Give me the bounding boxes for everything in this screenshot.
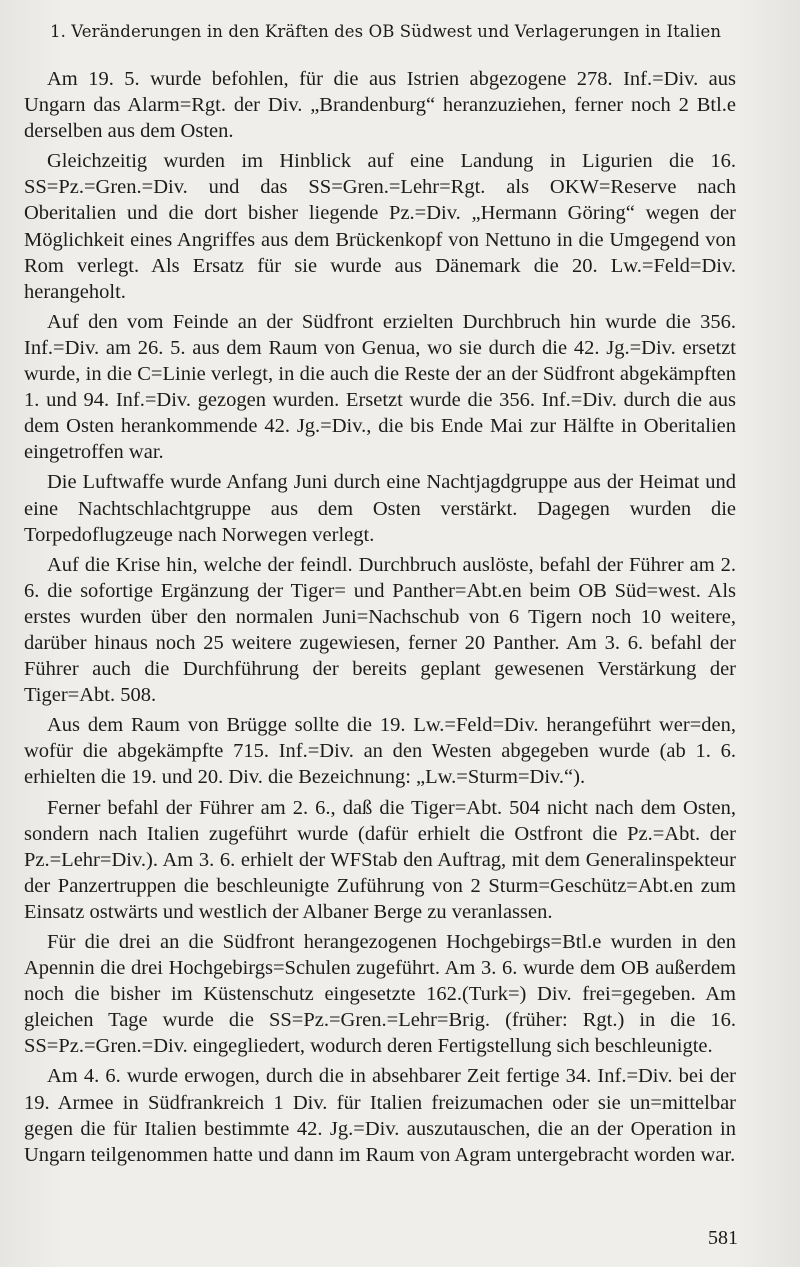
page-number: 581: [708, 1227, 738, 1249]
paragraph: Für die drei an die Südfront herangezogenen Hochgebirgs=Btl.e wurden in den Apennin die drei Hochgebirgs=Schulen zugeführt. Am 3. 6. wurde dem OB außerdem noch die bisher im Küstenschutz eingesetzte 162.(Turk=) Div. frei=gegeben. Am gleichen Tage wurde die SS=Pz.=Gren.=Lehr=Brig. (früher: Rgt.) in die 16. SS=Pz.=Gren.=Div. eingegliedert, wodurch deren Fertigstellung sich beschleunigte.: [24, 931, 736, 1058]
paragraph: Am 19. 5. wurde befohlen, für die aus Istrien abgezogene 278. Inf.=Div. aus Ungarn das Alarm=Rgt. der Div. „Brandenburg“ heranzuziehen, ferner noch 2 Btl.e derselben aus dem Osten.: [24, 68, 736, 143]
paragraph: Ferner befahl der Führer am 2. 6., daß die Tiger=Abt. 504 nicht nach dem Osten, sondern nach Italien zugeführt wurde (dafür erhielt die Ostfront die Pz.=Abt. der Pz.=Lehr=Div.). Am 3. 6. erhielt der WFStab den Auftrag, mit dem Generalinspekteur der Panzertruppen die beschleunigte Zuführung von 2 Sturm=Geschütz=Abt.en zum Einsatz ostwärts und westlich der Albaner Berge zu veranlassen.: [24, 796, 736, 923]
paragraph: Die Luftwaffe wurde Anfang Juni durch eine Nachtjagdgruppe aus der Heimat und eine Nachtschlachtgruppe aus dem Osten verstärkt. Dagegen wurden die Torpedoflugzeuge nach Norwegen verlegt.: [24, 471, 736, 546]
paragraph: Gleichzeitig wurden im Hinblick auf eine Landung in Ligurien die 16. SS=Pz.=Gren.=Div. und das SS=Gren.=Lehr=Rgt. als OKW=Reserve nach Oberitalien und die dort bisher liegende Pz.=Div. „Hermann Göring“ wegen der Möglichkeit eines Angriffes aus dem Brückenkopf von Nettuno in die Umgegend von Rom verlegt. Als Ersatz für sie wurde aus Dänemark die 20. Lw.=Feld=Div. herangeholt.: [24, 150, 736, 303]
paragraph: Am 4. 6. wurde erwogen, durch die in absehbarer Zeit fertige 34. Inf.=Div. bei der 19. Armee in Südfrankreich 1 Div. für Italien freizumachen oder sie un=mittelbar gegen die für Italien bestimmte 42. Jg.=Div. auszutauschen, die an der Operation in Ungarn teilgenommen hatte und dann im Raum von Agram untergebracht worden war.: [24, 1065, 736, 1166]
paragraph: Aus dem Raum von Brügge sollte die 19. Lw.=Feld=Div. herangeführt wer=den, wofür die abgekämpfte 715. Inf.=Div. an den Westen abgegeben wurde (ab 1. 6. erhielten die 19. und 20. Div. die Bezeichnung: „Lw.=Sturm=Div.“).: [24, 714, 736, 789]
running-head: 1. Veränderungen in den Kräften des OB Südwest und Verlagerungen in Italien: [50, 22, 722, 41]
paragraph: Auf die Krise hin, welche der feindl. Durchbruch auslöste, befahl der Führer am 2. 6. die sofortige Ergänzung der Tiger= und Panther=Abt.en beim OB Süd=west. Als erstes wurden über den normalen Juni=Nachschub von 6 Tigern noch 10 weitere, darüber hinaus noch 25 weitere zugewiesen, ferner 20 Panther. Am 3. 6. befahl der Führer auch die Durchführung der bereits geplant gewesenen Verstärkung der Tiger=Abt. 508.: [24, 553, 736, 707]
paragraph: Auf den vom Feinde an der Südfront erzielten Durchbruch hin wurde die 356. Inf.=Div. am 26. 5. aus dem Raum von Genua, wo sie durch die 42. Jg.=Div. ersetzt wurde, in die C=Linie verlegt, in die auch die Reste der an der Südfront abgekämpften 1. und 94. Inf.=Div. gezogen wurden. Ersetzt wurde die 356. Inf.=Div. durch die aus dem Osten herankommende 42. Jg.=Div., die bis Ende Mai zur Hälfte in Oberitalien eingetroffen war.: [24, 310, 736, 464]
body-text: [24, 66, 736, 1168]
